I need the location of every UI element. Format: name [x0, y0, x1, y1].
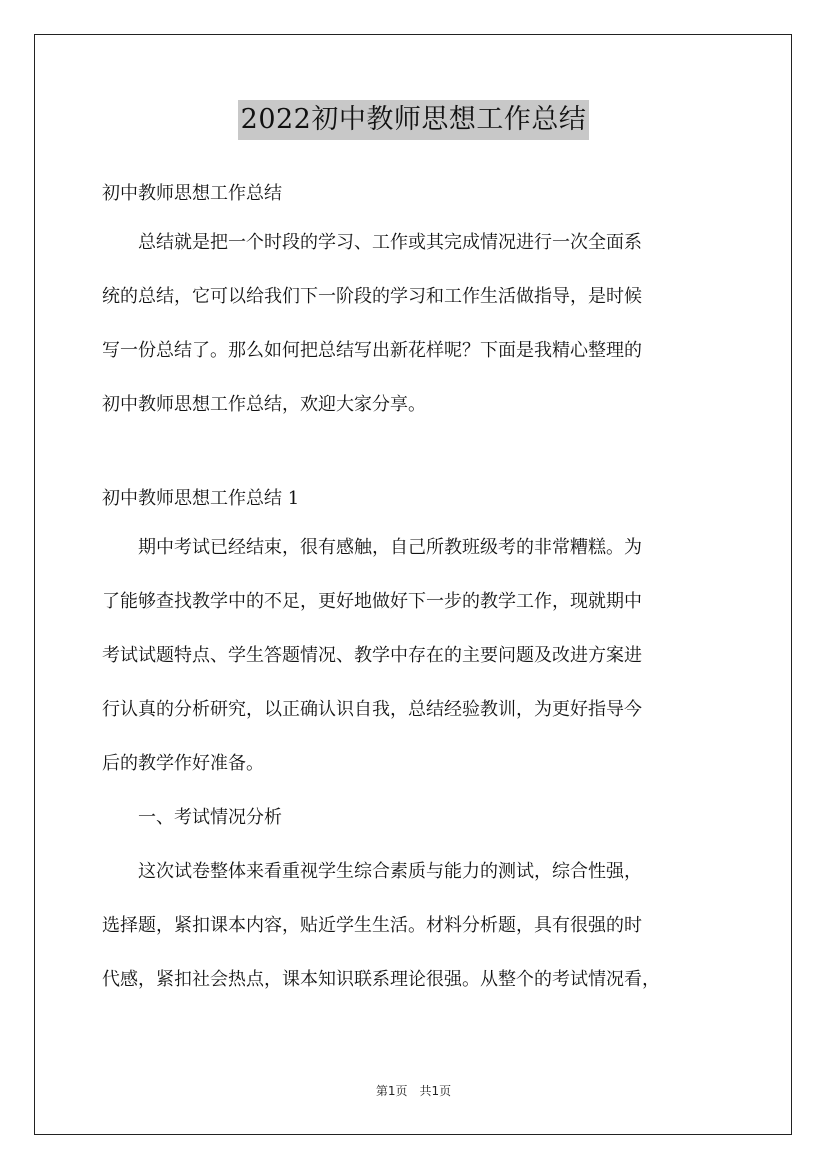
section-heading-block — [102, 791, 727, 845]
intro-line: 统的总结，它可以给我们下一阶段的学习和工作生活做指导，是时候 — [102, 286, 642, 307]
paragraph-1-line: 行认真的分析研究，以正确认识自我，总结经验教训，为更好指导今 — [102, 699, 642, 720]
section-heading: 一、考试情况分析 — [138, 807, 282, 828]
paragraph-1-line: 后的教学作好准备。 — [102, 753, 264, 774]
paragraph-1 — [102, 521, 727, 791]
paragraph-1-line: 了能够查找教学中的不足，更好地做好下一步的教学工作，现就期中 — [102, 591, 642, 612]
document-title: 2022初中教师思想工作总结 — [238, 100, 590, 140]
section-1-subheading: 初中教师思想工作总结 1 — [102, 488, 300, 509]
title-container — [0, 100, 827, 140]
intro-line: 总结就是把一个时段的学习、工作或其完成情况进行一次全面系 — [138, 232, 642, 253]
document-body — [102, 172, 727, 1007]
spacer — [102, 432, 727, 477]
intro-line: 初中教师思想工作总结，欢迎大家分享。 — [102, 394, 426, 415]
paragraph-2-line: 这次试卷整体来看重视学生综合素质与能力的测试，综合性强， — [138, 861, 642, 882]
intro-paragraph — [102, 216, 727, 432]
page-footer — [0, 1082, 827, 1099]
intro-subheading: 初中教师思想工作总结 — [102, 183, 282, 204]
paragraph-1-line: 考试试题特点、学生答题情况、教学中存在的主要问题及改进方案进 — [102, 645, 642, 666]
paragraph-1-line: 期中考试已经结束，很有感触，自己所教班级考的非常糟糕。为 — [138, 537, 642, 558]
intro-line: 写一份总结了。那么如何把总结写出新花样呢？下面是我精心整理的 — [102, 340, 642, 361]
paragraph-2 — [102, 845, 727, 1007]
paragraph-2-line: 选择题，紧扣课本内容，贴近学生生活。材料分析题，具有很强的时 — [102, 915, 642, 936]
paragraph-2-line: 代感，紧扣社会热点，课本知识联系理论很强。从整个的考试情况看， — [102, 969, 660, 990]
page-number-label: 第1页 共1页 — [375, 1084, 452, 1098]
